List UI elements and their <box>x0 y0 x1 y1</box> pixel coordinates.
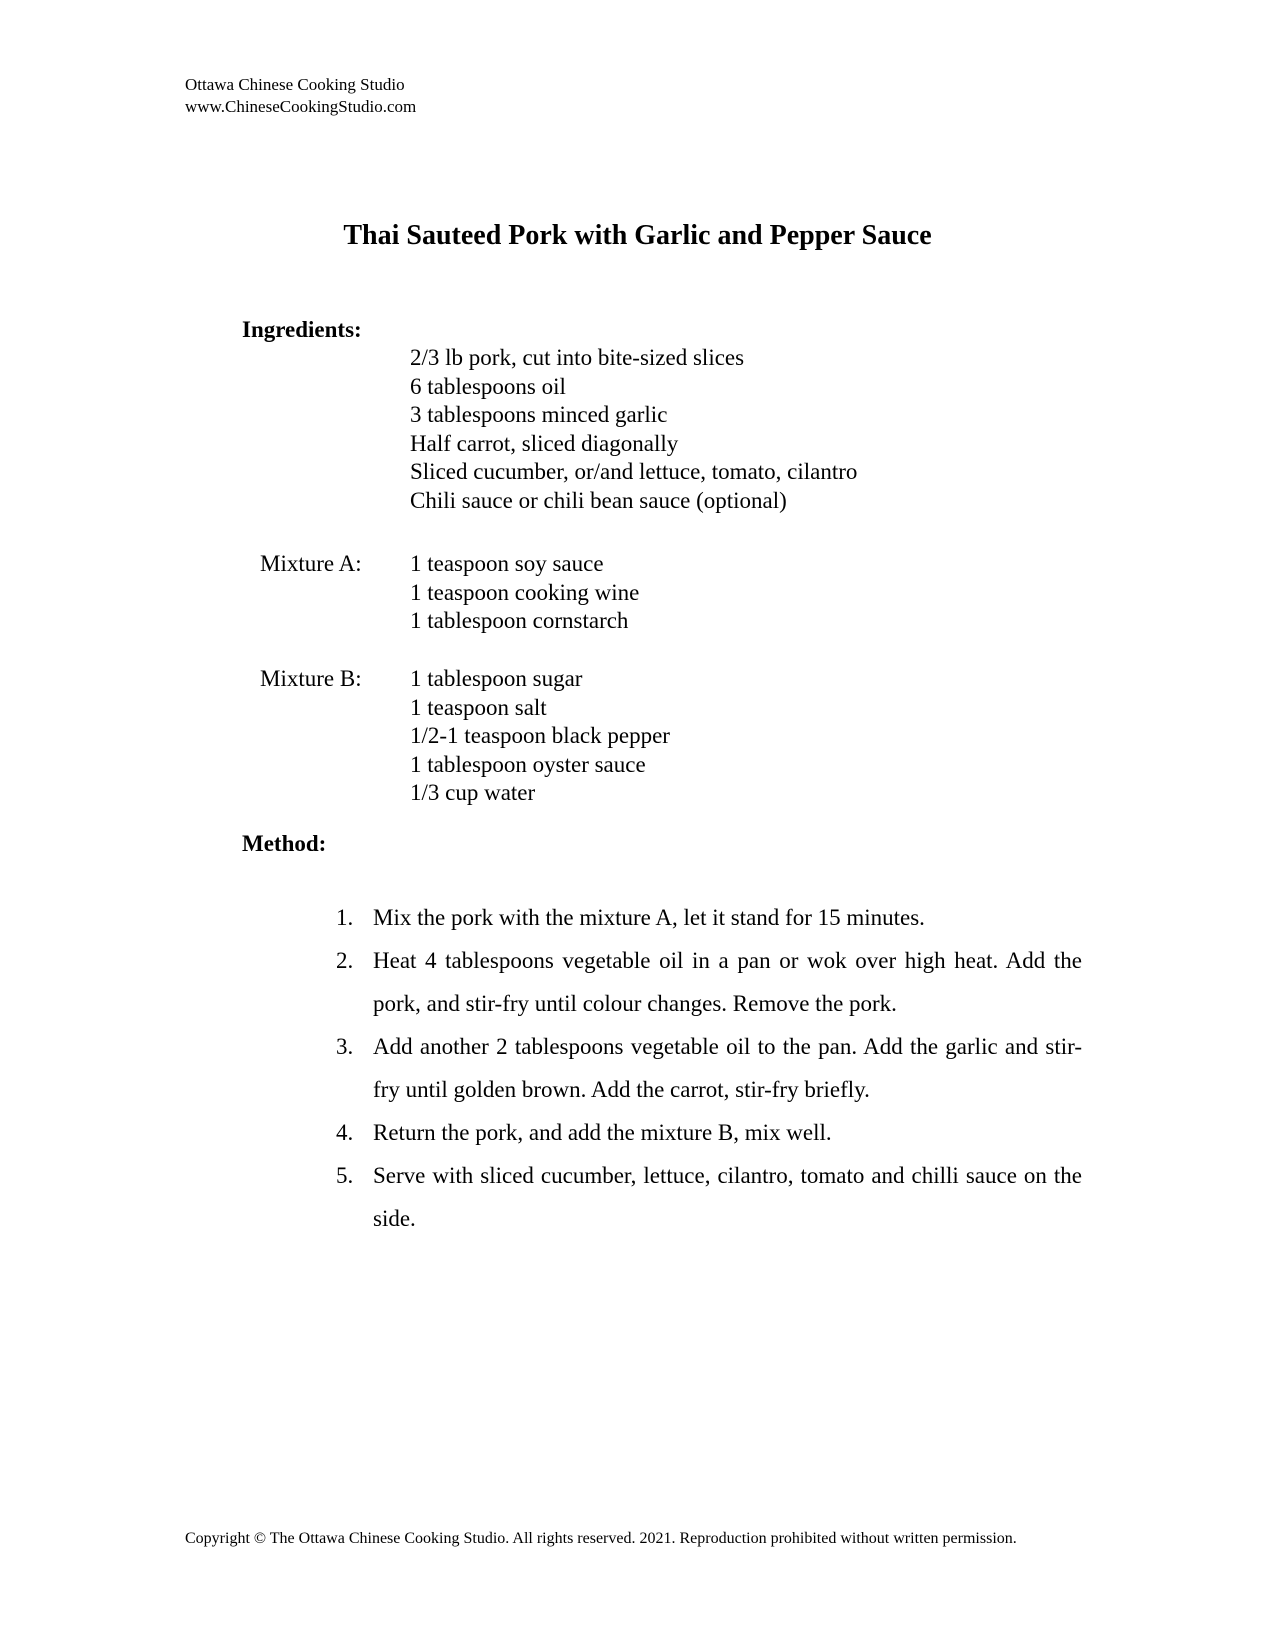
mixture-a-item: 1 teaspoon cooking wine <box>410 579 640 605</box>
step-text: Add another 2 tablespoons vegetable oil to the pan. Add the garlic and stir-fry until golden brown. Add the carrot, stir-fry briefly. <box>373 1034 1082 1102</box>
studio-name: Ottawa Chinese Cooking Studio <box>185 75 405 94</box>
document-header <box>185 74 416 118</box>
copyright-footer: Copyright © The Ottawa Chinese Cooking Studio. All rights reserved. 2021. Reproduction prohibited without written permission. <box>185 1530 1017 1547</box>
method-step <box>330 1025 1082 1111</box>
step-number: 5. <box>336 1163 354 1188</box>
mixture-b-item: 1/3 cup water <box>410 780 536 806</box>
method-step <box>330 896 1082 939</box>
step-number: 1. <box>336 905 354 930</box>
recipe-title: Thai Sauteed Pork with Garlic and Pepper Sauce <box>343 220 932 251</box>
step-number: 2. <box>336 948 354 973</box>
step-text: Heat 4 tablespoons vegetable oil in a pan or wok over high heat. Add the pork, and stir-fry until colour changes. Remove the pork. <box>373 948 1082 1016</box>
method-heading: Method: <box>242 831 327 856</box>
mixture-a-label: Mixture A: <box>260 551 362 576</box>
mixture-b-item: 1 tablespoon sugar <box>410 666 583 691</box>
step-number: 3. <box>336 1034 354 1059</box>
step-text: Mix the pork with the mixture A, let it stand for 15 minutes. <box>373 905 925 930</box>
method-step <box>330 1111 1082 1154</box>
ingredient-item: 3 tablespoons minced garlic <box>410 402 668 428</box>
ingredient-item: 6 tablespoons oil <box>410 373 566 399</box>
mixture-b-item: 1 teaspoon salt <box>410 694 547 720</box>
mixture-a-item: 1 tablespoon cornstarch <box>410 608 629 634</box>
ingredient-item: Sliced cucumber, or/and lettuce, tomato, cilantro <box>410 459 858 485</box>
studio-website: www.ChineseCookingStudio.com <box>185 97 417 116</box>
ingredient-item: 2/3 lb pork, cut into bite-sized slices <box>410 345 745 370</box>
ingredient-item: Chili sauce or chili bean sauce (optional) <box>410 487 787 513</box>
step-text: Serve with sliced cucumber, lettuce, cilantro, tomato and chilli sauce on the side. <box>373 1163 1082 1231</box>
ingredient-item: Half carrot, sliced diagonally <box>410 430 679 456</box>
mixture-b-item: 1/2-1 teaspoon black pepper <box>410 723 670 749</box>
mixture-a-list <box>410 550 639 636</box>
method-steps-list <box>330 896 1082 1240</box>
method-step <box>330 1154 1082 1240</box>
mixture-b-label: Mixture B: <box>260 666 362 691</box>
step-text: Return the pork, and add the mixture B, mix well. <box>373 1120 832 1145</box>
mixture-b-list <box>410 665 670 808</box>
main-ingredients-list <box>410 344 857 516</box>
mixture-a-item: 1 teaspoon soy sauce <box>410 551 604 576</box>
method-step <box>330 939 1082 1025</box>
ingredients-heading: Ingredients: <box>242 317 362 342</box>
step-number: 4. <box>336 1120 354 1145</box>
mixture-b-item: 1 tablespoon oyster sauce <box>410 751 646 777</box>
